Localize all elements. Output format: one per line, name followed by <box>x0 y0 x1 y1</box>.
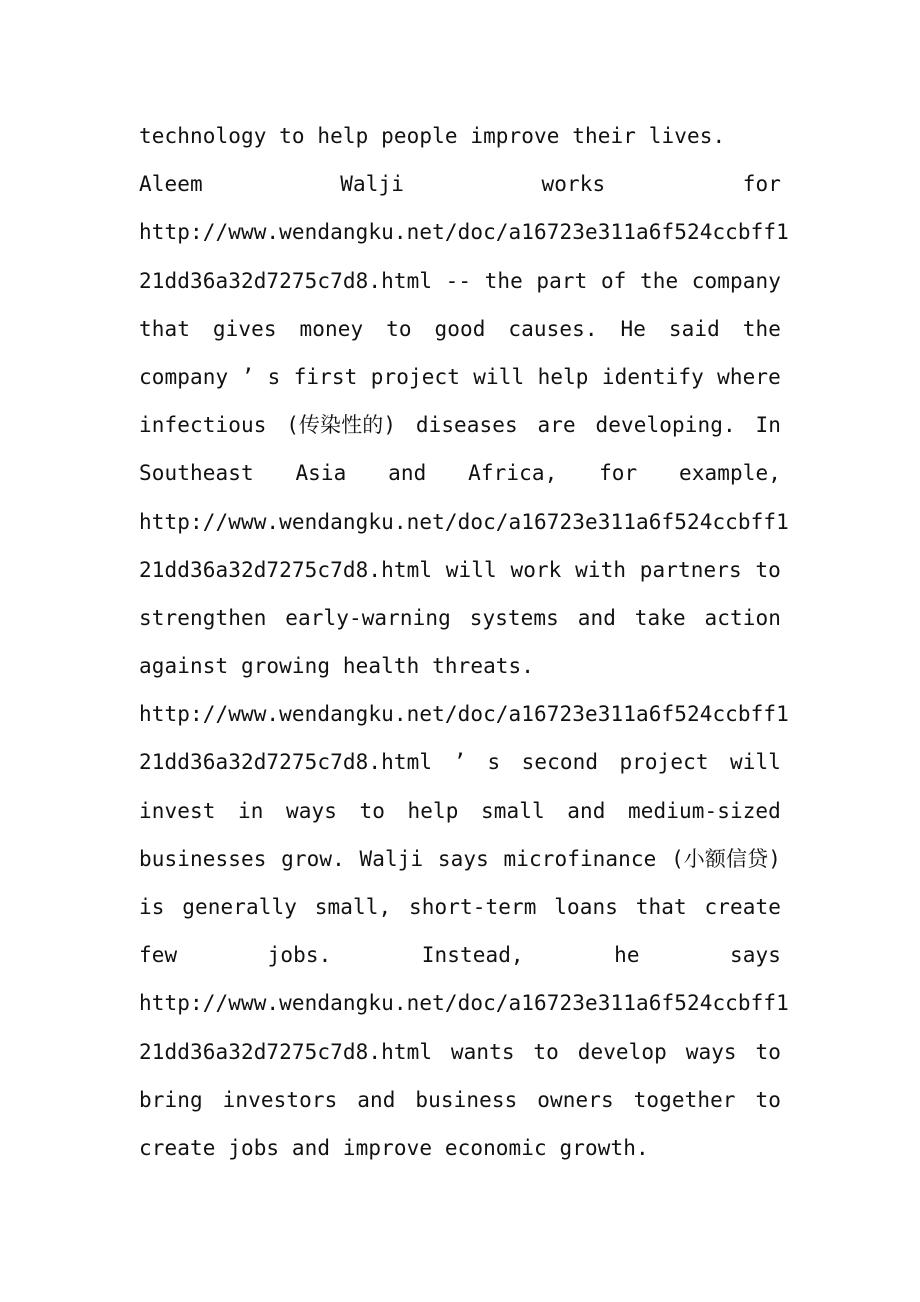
word: investors <box>222 1087 338 1112</box>
word: medium-sized <box>628 798 781 823</box>
word: small <box>481 798 545 823</box>
word: and <box>577 605 616 630</box>
word: action <box>704 605 781 630</box>
word: works <box>541 172 606 197</box>
word: business <box>415 1087 518 1112</box>
word: 21dd36a32d7275c7d8.html <box>139 557 433 582</box>
word: Walji <box>340 172 404 197</box>
word: work <box>510 557 562 582</box>
word: diseases <box>415 413 518 438</box>
word: ’ <box>241 364 255 389</box>
word: and <box>567 798 606 823</box>
word: first <box>293 364 358 389</box>
word: jobs. <box>267 943 332 968</box>
word: to <box>755 1087 781 1112</box>
word: Aleem <box>139 172 203 197</box>
text-line: http://www.wendangku.net/doc/a16723e311a6f524ccbff1 <box>139 702 789 727</box>
word: help <box>407 798 459 823</box>
word: company <box>691 268 781 293</box>
word: said <box>668 316 720 341</box>
word: the <box>742 316 781 341</box>
text-line: against growing health threats. <box>139 654 535 679</box>
word: developing. <box>595 413 736 438</box>
word: infectious <box>139 413 267 438</box>
word: to <box>386 316 412 341</box>
word: short-term <box>409 895 537 919</box>
text-line <box>139 353 781 401</box>
text-line: http://www.wendangku.net/doc/a16723e311a6f524ccbff1 <box>139 991 789 1016</box>
word: few <box>139 943 178 968</box>
word: Africa, <box>468 461 558 486</box>
word: to <box>755 1039 781 1064</box>
word: the <box>639 268 679 293</box>
text-line <box>139 160 781 208</box>
word: are <box>537 413 576 438</box>
word: strengthen <box>139 605 267 630</box>
word: Instead, <box>421 943 524 968</box>
text-line <box>139 1076 781 1124</box>
text-line <box>139 594 781 642</box>
word: loans <box>554 895 618 919</box>
word: identify <box>601 364 704 389</box>
word: develop <box>577 1039 667 1064</box>
text-line <box>139 931 781 979</box>
word: (传染性的) <box>286 413 397 438</box>
word: ways <box>286 798 337 823</box>
word: the <box>484 268 523 293</box>
word: part <box>536 268 588 293</box>
word: businesses <box>139 846 267 871</box>
text-line <box>139 546 781 594</box>
word: In <box>755 413 781 438</box>
word: where <box>717 364 781 389</box>
word: create <box>704 895 781 919</box>
word: bring <box>139 1087 203 1112</box>
word: help <box>537 364 589 389</box>
text-line: http://www.wendangku.net/doc/a16723e311a6f524ccbff1 <box>139 509 789 534</box>
text-line <box>139 738 781 786</box>
word: partners <box>639 557 742 582</box>
word: and <box>388 461 427 486</box>
word: 21dd36a32d7275c7d8.html <box>139 268 433 293</box>
word: Southeast <box>139 461 254 486</box>
word: ’ <box>453 750 467 775</box>
word: that <box>635 895 687 919</box>
word: example, <box>679 461 781 486</box>
word: to <box>755 557 781 582</box>
word: that <box>139 316 190 341</box>
word: says <box>437 846 489 871</box>
word: ways <box>685 1039 737 1064</box>
text-line <box>139 305 781 353</box>
word: will <box>729 750 781 775</box>
text-line: http://www.wendangku.net/doc/a16723e311a6f524ccbff1 <box>139 220 789 245</box>
word: money <box>299 316 364 341</box>
text-line <box>139 835 781 883</box>
word: He <box>620 316 646 341</box>
text-line <box>139 1028 781 1076</box>
word: 21dd36a32d7275c7d8.html <box>139 1039 433 1064</box>
word: company <box>139 364 229 389</box>
word: of <box>600 268 627 293</box>
word: small, <box>314 895 392 919</box>
word: early-warning <box>285 605 451 630</box>
text-line: technology to help people improve their lives. <box>139 124 726 148</box>
word: is <box>139 895 165 919</box>
text-line <box>139 787 781 835</box>
word: will <box>473 364 525 389</box>
text-line <box>139 883 781 931</box>
word: he <box>614 943 640 968</box>
word: s <box>267 364 281 389</box>
word: to <box>359 798 385 823</box>
word: project <box>370 364 460 389</box>
word: Walji <box>359 846 424 871</box>
word: take <box>634 605 686 630</box>
word: together <box>633 1087 736 1112</box>
word: project <box>619 750 709 775</box>
word: wants <box>450 1039 515 1064</box>
word: s <box>487 750 501 775</box>
text-line <box>139 401 781 449</box>
word: gives <box>212 316 277 341</box>
text-line <box>139 257 781 305</box>
word: -- <box>445 268 472 293</box>
word: (小额信贷) <box>671 846 781 871</box>
word: will <box>445 557 497 582</box>
word: says <box>729 943 781 968</box>
word: for <box>742 172 781 197</box>
word: causes. <box>508 316 598 341</box>
word: for <box>599 461 638 486</box>
word: good <box>434 316 486 341</box>
word: invest <box>139 798 216 823</box>
word: grow. <box>281 846 345 871</box>
word: and <box>357 1087 396 1112</box>
word: with <box>575 557 627 582</box>
word: systems <box>469 605 559 630</box>
word: Asia <box>295 461 347 486</box>
word: to <box>533 1039 559 1064</box>
document-body <box>139 112 789 1172</box>
word: microfinance <box>503 846 657 871</box>
word: 21dd36a32d7275c7d8.html <box>139 750 433 775</box>
text-line: create jobs and improve economic growth. <box>139 1135 649 1160</box>
word: in <box>237 798 264 823</box>
word: owners <box>537 1087 614 1112</box>
word: second <box>521 750 599 775</box>
text-line <box>139 449 781 497</box>
word: generally <box>182 895 297 919</box>
